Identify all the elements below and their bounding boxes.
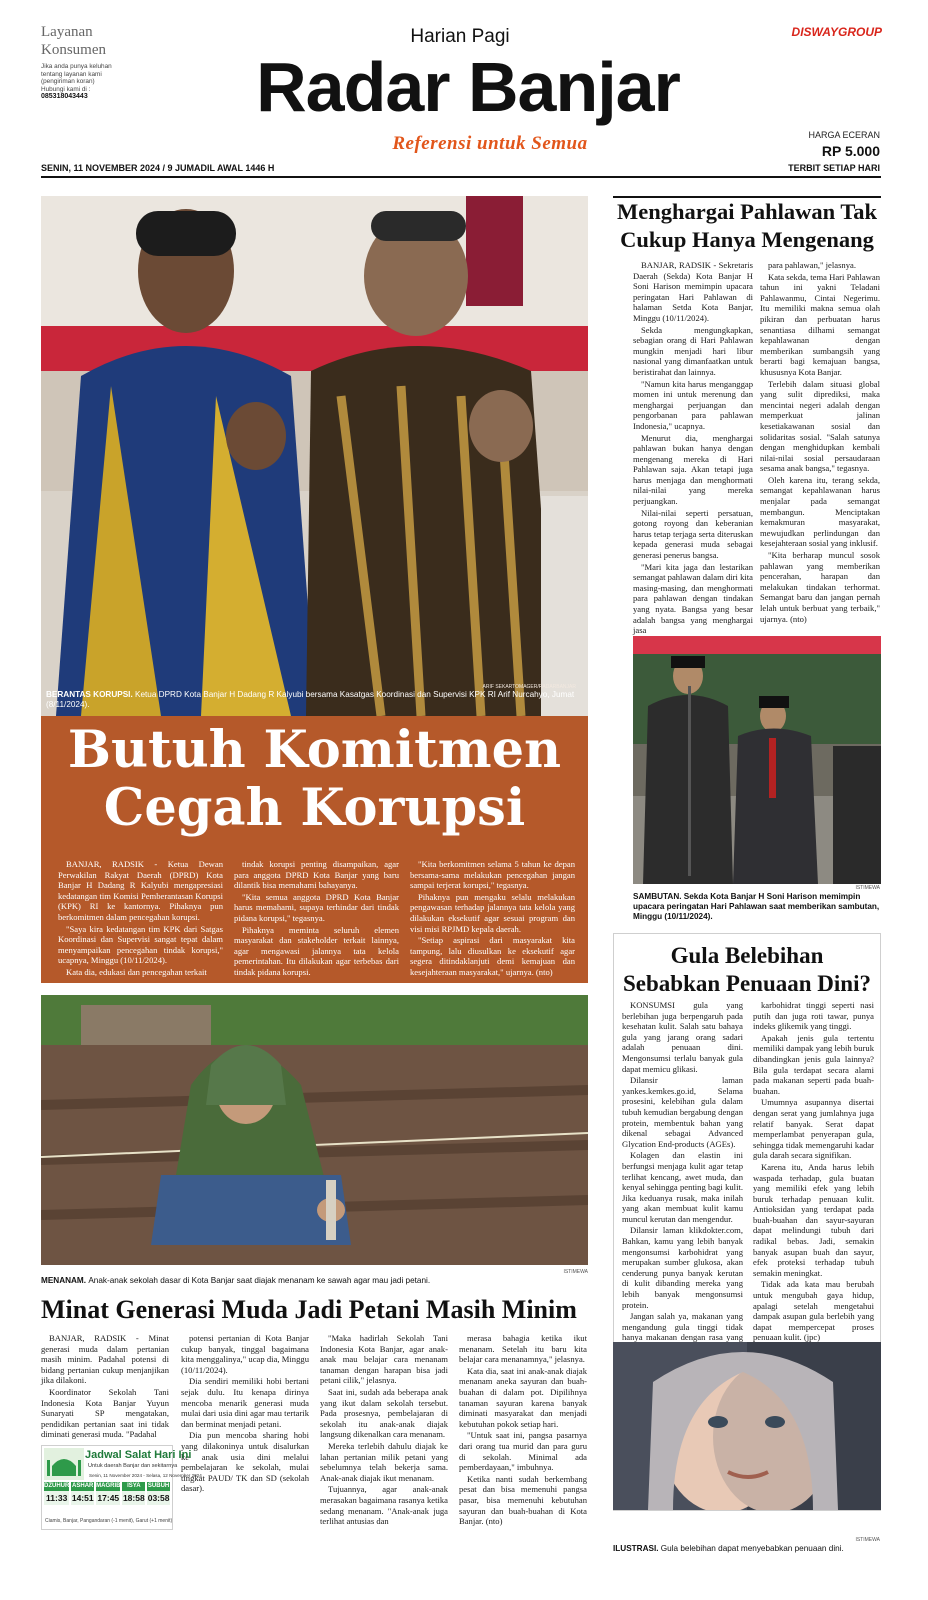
paragraph: KONSUMSI gula yang berlebihan juga berpengaruh pada kesehatan kulit. Salah satu bahaya gula yang jarang orang sadari adalah penuaan dini. Mengonsumsi terlalu banyak gula dapat memicu glikasi. <box>622 1000 743 1074</box>
lead-story <box>41 196 588 983</box>
price-label: HARGA ECERAN <box>808 130 880 140</box>
sugar-headline-line-2: Sebabkan Penuaan Dini? <box>623 971 871 996</box>
lead-headline-line-2: Cegah Korupsi <box>103 778 526 838</box>
paragraph: tindak korupsi penting disampaikan, agar para anggota DPRD Kota Banjar yang baru dilantik bisa memahami bahayanya. <box>234 859 399 891</box>
issue-date: SENIN, 11 NOVEMBER 2024 / 9 JUMADIL AWAL 1446 H <box>41 163 275 173</box>
paragraph: "Setiap aspirasi dari masyarakat kita tampung, lalu diusulkan ke eksekutif agar segera ditindaklanjuti demi kemajuan dan kesejahteraan masyarakat," ujarnya. (nto) <box>410 935 575 977</box>
lead-caption-text: Ketua DPRD Kota Banjar H Dadang R Kalyubi bersama Kasatgas Koordinasi dan Supervisi KPK RI Arif Nurcahyo, Jumat (8/11/2024). <box>46 690 575 709</box>
paragraph: BANJAR, RADSIK - Sekretaris Daerah (Sekda) Kota Banjar H Soni Harison memimpin upacara peringatan Hari Pahlawan di halaman Setda Kota Banjar, Minggu (10/11/2024). <box>633 260 753 323</box>
sugar-photo <box>613 1342 881 1510</box>
hero-headline-line-1: Menghargai Pahlawan Tak <box>616 199 878 224</box>
paragraph: BANJAR, RADSIK - Minat generasi muda dalam pertanian masih minim. Padahal potensi di bidang pertanian cukup menjanjikan jika dilakoni. <box>41 1333 169 1386</box>
prayer-name: DZUHUR <box>44 1483 70 1489</box>
paragraph: Kata sekda, tema Hari Pahlawan tahun ini yakni Teladani Pahlawanmu, Cintai Negerimu. Itu memiliki makna semua olah pikiran dan perbuatan harus senantiasa dilhami semangat kepahlawanan dengan memberikan sumbangsih yang berarti bagi kemajuan bangsa, khususnya Kota Banjar. <box>760 271 880 377</box>
sugar-caption-text: Gula belebihan dapat menyebabkan penuaan dini. <box>660 1544 844 1553</box>
hero-photo <box>633 636 881 884</box>
paragraph: merasa bahagia ketika ikut menanam. Setelah itu baru kita belajar cara menanamnya," jelasnya. <box>459 1333 587 1365</box>
prayer-time: 03:58 <box>147 1493 170 1503</box>
prayer-time-cell <box>71 1482 94 1505</box>
prayer-time: 11:33 <box>44 1491 69 1505</box>
hero-photo-illustration <box>633 636 881 884</box>
prayer-subtitle: Untuk daerah Banjar dan sekitarnya <box>88 1463 178 1469</box>
farm-headline: Minat Generasi Muda Jadi Petani Masih Minim <box>41 1295 577 1324</box>
masthead-rule <box>41 176 881 178</box>
prayer-time: 17:45 <box>97 1493 120 1503</box>
sugar-caption-lead: ILUSTRASI. <box>613 1544 659 1553</box>
hero-headline-line-2: Cukup Hanya Mengenang <box>620 227 874 252</box>
lead-column-3 <box>410 859 575 979</box>
lead-headline-line-1: Butuh Komitmen <box>67 720 562 780</box>
mosque-icon <box>44 1448 84 1480</box>
paragraph: Tujuannya, agar anak-anak merasakan bagaimana rasanya ketika sedang menanam. "Anak-anak juga terlihat antusias dan <box>320 1484 448 1527</box>
paragraph: Pihaknya meminta seluruh elemen masyarakat dan stakeholder terkait lainnya, agar mengawasi jalannya tata kelola pemerintahan. Itu dilakukan agar terbebas dari tindak pidana korupsi. <box>234 924 399 977</box>
paragraph: Pihaknya pun mengaku selalu melakukan pengawasan terhadap jalannya tata kelola yang dilakukan eksekutif agar sesuai program dan visi misi RPJMD kepala daerah. <box>410 891 575 934</box>
sugar-headline <box>613 942 881 998</box>
paragraph: Sekda mengungkapkan, sebagian orang di Hari Pahlawan mungkin menjadi hari libur nasional yang dimanfaatkan untuk beristirahat dan lainnya. <box>633 324 753 377</box>
paragraph: BANJAR, RADSIK - Ketua Dewan Perwakilan Rakyat Daerah (DPRD) Kota Banjar H Dadang R Kalyubi mengapresiasi kedatangan tim Komisi Pemberantasan Korupsi (KPK) RI ke kantornya. Pihaknya pun berkomitmen dalam pencegahan korupsi. <box>58 859 223 922</box>
customer-service-contact-label: Hubungi kami di : <box>41 85 91 93</box>
prayer-title: Jadwal Salat Hari Ini <box>85 1449 192 1461</box>
paragraph: Dilansir laman yankes.kemkes.go.id, Selama prosesini, kelebihan gula dalam tubuh kemudian bergabung dengan protein, membentuk bahan yang dikenal sebagai Advanced Glycation End-products (AGEs). <box>622 1075 743 1149</box>
paragraph: Umumnya asupannya disertai dengan serat yang jumlahnya juga relatif banyak. Serat dapat memperlambat penyerapan gula, sehingga tidak memengaruhi kadar gula darah secara signifikan. <box>753 1097 874 1161</box>
paragraph: Terlebih dalam situasi global yang sulit diprediksi, maka mencintai negeri adalah dengan memperkuat jalinan kesetiakawanan sosial dan solidaritas sosial. "Salah satunya dengan menghidupkan kembali nilai-nilai sosial persaudaraan sesama anak bangsa," tegasnya. <box>760 378 880 474</box>
sugar-photo-illustration <box>613 1342 881 1510</box>
prayer-name: MAGRIB <box>96 1483 121 1489</box>
paragraph: Menurut dia, menghargai pahlawan bukan hanya dengan mengenang mereka di Hari Pahlawan saja. Akan tetapi juga harus menjaga dan menghormati nilai-nilai yang mereka perjuangkan. <box>633 432 753 507</box>
lead-column-2 <box>234 859 399 979</box>
paragraph: "Maka hadirlah Sekolah Tani Indonesia Kota Banjar, agar anak-anak mau belajar cara menanam tanaman dengan harapan bisa jadi petani cilik," jelasnya. <box>320 1333 448 1386</box>
hero-column-2 <box>760 260 880 625</box>
farm-photo-caption <box>41 1276 588 1286</box>
customer-service-title: Layanan Konsumen <box>41 24 106 58</box>
prayer-time-cell <box>122 1482 145 1505</box>
prayer-dates: Senin, 11 November 2024 - Selasa, 12 November 2024 <box>89 1473 202 1478</box>
lead-photo-caption <box>46 690 581 710</box>
prayer-name: ISYA <box>122 1482 145 1491</box>
lead-caption-lead: BERANTAS KORUPSI. <box>46 690 133 699</box>
lead-column-1 <box>58 859 223 979</box>
farm-column-3 <box>320 1333 448 1528</box>
hero-caption-text: Sekda Kota Banjar H Soni Harison memimpin upacara peringatan Hari Pahlawan saat memberikan sambutan, Minggu (10/11/2024). <box>633 892 880 921</box>
paragraph: Karena itu, Anda harus lebih waspada terhadap, gula buatan yang memiliki efek yang lebih buruk terhadap penuaan kulit. Antioksidan yang terdapat pada buah-buahan dan sayur-sayuran dapat melindungi tubuh dari radikal bebas. Jadi, semakin banyak asupan buah dan sayur, efek proteksi terhadap tubuh semakin meningkat. <box>753 1161 874 1278</box>
group-logo: DISWAYGROUP <box>791 25 882 39</box>
farm-photo-illustration <box>41 995 588 1265</box>
prayer-time-cell <box>147 1482 170 1505</box>
farm-column-2 <box>181 1333 309 1495</box>
paragraph: Nilai-nilai seperti persatuan, gotong royong dan keberanian harus tetap terjaga serta diteruskan kepada generasi muda sebagai generasi penerus bangsa. <box>633 507 753 561</box>
prayer-schedule <box>41 1445 202 1530</box>
lead-photo <box>41 196 588 716</box>
paragraph: "Namun kita harus menganggap momen ini untuk merenung dan menghargai perjuangan dan pengorbanan para pahlawan Indonesia," ucapnya. <box>633 378 753 431</box>
publication-frequency: TERBIT SETIAP HARI <box>788 163 880 173</box>
prayer-time-cell <box>96 1482 120 1505</box>
paragraph: Jangan salah ya, makanan yang mengandung gula tinggi tidak hanya makanan dengan rasa yang <box>622 1311 743 1343</box>
paragraph: "Mari kita jaga dan lestarikan semangat pahlawan dalam diri kita masing-masing, dan menghormati para pahlawan dengan tindakan yang nyata. Bangsa yang besar adalah bangsa yang menghargai jasa <box>633 561 753 636</box>
paragraph: Kolagen dan elastin ini berfungsi menjaga kulit agar tetap terlihat kencang, awet muda, dan kenyal sehingga penting bagi kulit. Jika keduanya rusak, maka inilah yang akan membuat kulit kamu muncul kerutan dan mengendur. <box>622 1150 743 1224</box>
prayer-time: 14:51 <box>71 1493 94 1503</box>
paragraph: "Saya kira kedatangan tim KPK dari Satgas Koordinasi dan Supervisi sangat tepat dalam menyampaikan pencegahan tindak korupsi," ucapnya, Minggu (10/11/2024). <box>58 923 223 966</box>
paragraph: Kata dia, saat ini anak-anak diajak menanam aneka sayuran dan buah-buahan di dalam pot. Dipilihnya tanaman sayuran karena banyak diminati masyarakat dan menjadi kebutuhan pokok setiap hari. <box>459 1365 587 1429</box>
farm-photo <box>41 995 588 1265</box>
prayer-time: 18:58 <box>122 1493 145 1503</box>
paragraph: Dilansir laman klikdokter.com, Bahkan, kamu yang lebih banyak mengonsumsi karbohidrat yang merupakan sumber glukosa, akan cenderung punya banyak kerutan di kulit dibanding mereka yang lebih banyak mengonsumsi protein. <box>622 1225 743 1310</box>
paragraph: Tidak ada kata mau berubah untuk mengubah gaya hidup, apalagi setelah mengetahui dampak asupan gula berlebih yang dapat mempercepat proses penuaan kulit. (jpc) <box>753 1279 874 1343</box>
paragraph: karbohidrat tinggi seperti nasi putih dan juga roti tawar, punya indeks glikemik yang tinggi. <box>753 1000 874 1032</box>
hero-caption-lead: SAMBUTAN. <box>633 892 682 901</box>
sugar-column-1 <box>622 1000 743 1355</box>
farm-caption-text: Anak-anak sekolah dasar di Kota Banjar saat diajak menanam ke sawah agar mau jadi petani. <box>88 1276 431 1285</box>
customer-service-note: Jika anda punya keluhan tentang layanan kami (pengiriman koran) <box>41 63 112 86</box>
masthead-title: Radar Banjar <box>256 48 680 126</box>
paragraph: "Kita semua anggota DPRD Kota Banjar harus memahami, supaya terhindar dari tindak pidana korupsi," tegasnya. <box>234 891 399 923</box>
prayer-note: Ciamis, Banjar, Pangandaran (-1 menit), Garut (+1 menit) <box>45 1518 173 1524</box>
paragraph: "Kita berharap muncul sosok pahlawan yang memberikan pencerahan, harapan dan melakukan tindakan terhormat. Semangat baru dan jangan pernah lelah untuk berbuat yang terbaik," ujarnya. (nto) <box>760 550 880 624</box>
lead-headline <box>41 721 588 837</box>
sugar-photo-caption <box>613 1544 881 1554</box>
paragraph: potensi pertanian di Kota Banjar cukup banyak, tinggal bagaimana kita menggalinya," ucap dia, Minggu (10/11/2024). <box>181 1333 309 1375</box>
customer-service-phone: 085318043443 <box>41 93 88 101</box>
paragraph: Kata dia, edukasi dan pencegahan terkait <box>66 966 207 977</box>
lead-photo-illustration <box>41 196 588 716</box>
paragraph: Koordinator Sekolah Tani Indonesia Kota Banjar Yuyun Sunaryati SP mengatakan, pendidikan pertanian saat ini tidak diminati generasi muda. "Padahal <box>41 1386 169 1440</box>
lead-photo-credit: ARIF SEKARTOMAGER/RADARBANJAR <box>482 684 576 690</box>
prayer-name: ASHAR <box>72 1483 94 1489</box>
paragraph: Oleh karena itu, terang sekda, semangat kepahlawanan harus menjalar pada semangat membangun. Menciptakan kemakmuran masyarakat, mewujudkan perlindungan dan kesejahteraan sosial yang inklusif. <box>760 474 880 549</box>
farm-column-1 <box>41 1333 169 1441</box>
hero-photo-caption <box>633 892 881 922</box>
paragraph: Dia pun mencoba sharing hobi yang dilakoninya untuk disalurkan ke anak usia dini melalui pembelajaran ke sekolah, mulai tingkat PAUD/ TK dan SD (sekolah dasar). <box>181 1430 309 1494</box>
sugar-headline-line-1: Gula Belebihan <box>670 943 824 968</box>
paragraph: Mereka terlebih dahulu diajak ke lahan pertanian milik petani yang sebelumnya telah bekerja sama. Anak-anak diajak ikut menanam. <box>320 1440 448 1483</box>
prayer-name: SUBUH <box>147 1483 170 1489</box>
hero-headline <box>613 198 881 254</box>
price-value: RP 5.000 <box>821 143 880 159</box>
paragraph: Apakah jenis gula tertentu memiliki dampak yang lebih buruk dibandingkan jenis gula lainnya? Bila gula terdapat secara alami pada makanan seperti pada buah-buahan. <box>753 1032 874 1096</box>
masthead-kicker: Harian Pagi <box>410 26 510 47</box>
prayer-time-cell <box>44 1482 69 1505</box>
paragraph: Ketika nanti sudah berkembang pesat dan bisa memenuhi pangsa pasar, bisa memenuhi kebutuhan sayuran dan buah-buahan di Kota Banjar. (nto) <box>459 1473 587 1527</box>
farm-photo-credit: ISTIMEWA <box>563 1269 588 1275</box>
sugar-column-2 <box>753 1000 874 1344</box>
paragraph: Dia sendiri memiliki hobi bertani sejak dulu. Itu kenapa dirinya mencoba menarik generasi muda mulai dari usia dini agar mau tertarik dan berminat menjadi petani. <box>181 1376 309 1429</box>
farm-column-4 <box>459 1333 587 1528</box>
paragraph: "Kita berkomitmen selama 5 tahun ke depan bersama-sama melakukan pencegahan jangan sampai terjerat korupsi," tegasnya. <box>410 859 575 891</box>
paragraph: para pahlawan," jelasnya. <box>768 260 856 270</box>
prayer-times-row <box>44 1482 170 1505</box>
paragraph: "Untuk saat ini, pangsa pasarnya dari orang tua murid dan para guru di sekolah. Minimal ada pemberdayaan," imbuhnya. <box>459 1430 587 1473</box>
paragraph: Saat ini, sudah ada beberapa anak yang ikut dalam sekolah tersebut. Pada prosesnya, pembelajaran di sekolah itu anak-anak diajak langsung dikenalkan cara menanam. <box>320 1386 448 1440</box>
hero-column-1 <box>633 260 753 637</box>
masthead-tagline: Referensi untuk Semua <box>392 133 588 154</box>
customer-service-box <box>41 23 131 101</box>
hero-photo-credit: ISTIMEWA <box>855 885 880 891</box>
sugar-photo-credit: ISTIMEWA <box>855 1537 880 1543</box>
farm-caption-lead: MENANAM. <box>41 1276 87 1285</box>
